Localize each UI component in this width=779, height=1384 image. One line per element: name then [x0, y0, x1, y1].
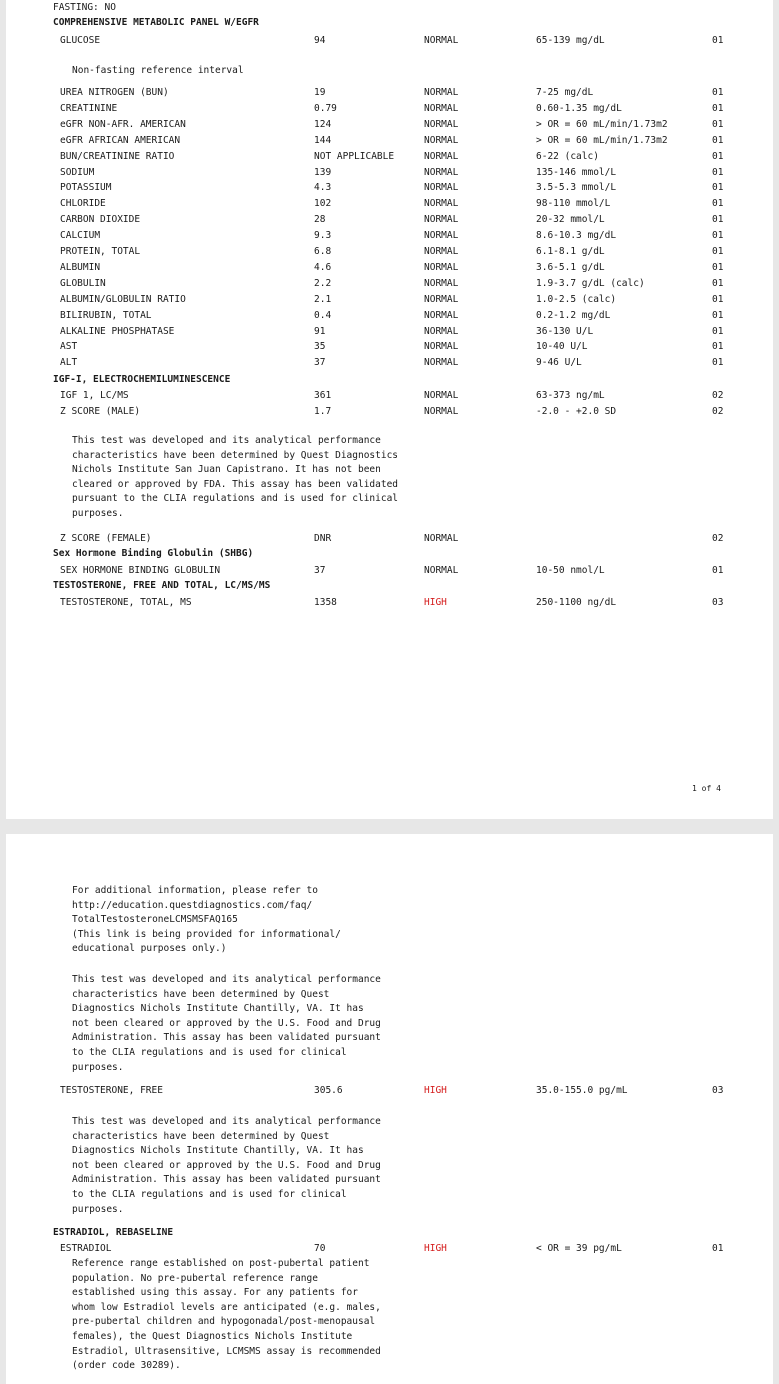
test-name: POTASSIUM [60, 182, 112, 194]
test-name: PROTEIN, TOTAL [60, 246, 141, 257]
igf-disclaimer-note: This test was developed and its analytical performance characteristics have been determined by Quest Diagnostics Nichols Institute San Juan Capistrano. It has not been cleared or approved by FDA. This assay has been validated pursuant to the CLIA regulations and is used for clinical purposes. [72, 435, 399, 519]
test-name: BUN/CREATININE RATIO [60, 150, 175, 162]
test-flag: NORMAL [424, 198, 459, 210]
reference-range: > OR = 60 mL/min/1.73m2 [536, 134, 668, 146]
test-value: 139 [314, 166, 332, 178]
test-name: AST [60, 341, 78, 353]
test-value: 28 [314, 214, 326, 226]
test-flag: NORMAL [424, 102, 459, 114]
lab-code: 02 [712, 533, 724, 544]
lab-code: 01 [712, 102, 724, 114]
test-value: 305.6 [314, 1085, 343, 1096]
reference-range: 20-32 mmol/L [536, 214, 605, 226]
reference-range: 3.6-5.1 g/dL [536, 261, 605, 273]
panel-title-shbg: Sex Hormone Binding Globulin (SHBG) [53, 548, 254, 559]
test-flag-high: HIGH [424, 597, 447, 608]
test-value: 124 [314, 118, 332, 130]
test-name: CREATININE [60, 102, 118, 114]
test-value: 9.3 [314, 230, 332, 242]
test-value: NOT APPLICABLE [314, 150, 395, 162]
test-flag: NORMAL [424, 533, 459, 544]
lab-code: 01 [712, 357, 724, 369]
reference-range: 35.0-155.0 pg/mL [536, 1085, 628, 1096]
test-flag-high: HIGH [424, 1085, 447, 1096]
test-value: 361 [314, 390, 332, 401]
report-page-2 [6, 834, 773, 1384]
lab-code: 01 [712, 118, 724, 130]
lab-code: 01 [712, 293, 724, 305]
test-name: SODIUM [60, 166, 95, 178]
reference-range: > OR = 60 mL/min/1.73m2 [536, 118, 668, 130]
test-value: 1.7 [314, 406, 332, 417]
lab-code: 01 [712, 214, 724, 226]
lab-code: 01 [712, 325, 724, 337]
lab-code: 01 [712, 87, 724, 98]
reference-range: 63-373 ng/mL [536, 390, 605, 401]
reference-range: 65-139 mg/dL [536, 35, 605, 46]
lab-code: 01 [712, 150, 724, 162]
test-value: 4.6 [314, 261, 332, 273]
test-value: 102 [314, 198, 332, 210]
reference-range: 10-40 U/L [536, 341, 588, 353]
estradiol-reference-note: Reference range established on post-pubertal patient population. No pre-pubertal reference range established using this assay. For any patients for whom low Estradiol levels are anticipated (e.g. males, pre-pubertal children and hypogonadal/post-menopausal females), the Quest Diagnostics Nichols Institute Estradiol, Ultrasensitive, LCMSMS assay is recommended (order code 30289). [72, 1258, 381, 1372]
test-name: Z SCORE (MALE) [60, 406, 141, 417]
test-flag: NORMAL [424, 293, 459, 305]
test-value: 1358 [314, 597, 337, 608]
test-value: 91 [314, 325, 326, 337]
lab-code: 01 [712, 309, 724, 321]
test-name: IGF 1, LC/MS [60, 390, 129, 401]
reference-range: 6-22 (calc) [536, 150, 599, 162]
test-value: 2.1 [314, 293, 332, 305]
reference-range: 8.6-10.3 mg/dL [536, 230, 617, 242]
reference-range: 250-1100 ng/dL [536, 597, 617, 608]
chantilly-disclaimer-note: This test was developed and its analytical performance characteristics have been determined by Quest Diagnostics Nichols Institute Chantilly, VA. It has not been cleared or approved by the U.S. Food and Drug Administration. This assay has been validated pursuant to the CLIA regulations and is used for clinical purposes. [72, 974, 381, 1073]
test-flag: NORMAL [424, 246, 459, 257]
test-value: 19 [314, 87, 326, 98]
reference-range: 135-146 mmol/L [536, 166, 617, 178]
panel-title-estradiol: ESTRADIOL, REBASELINE [53, 1227, 174, 1238]
test-name: TESTOSTERONE, FREE [60, 1085, 163, 1096]
test-flag: NORMAL [424, 182, 459, 194]
lab-code: 01 [712, 341, 724, 353]
test-value: 0.4 [314, 309, 332, 321]
test-value: DNR [314, 533, 332, 544]
test-name: ALT [60, 357, 78, 369]
test-value: 4.3 [314, 182, 332, 194]
test-name: GLUCOSE [60, 35, 101, 46]
test-name: CARBON DIOXIDE [60, 214, 141, 226]
reference-range: 36-130 U/L [536, 325, 594, 337]
reference-range: < OR = 39 pg/mL [536, 1243, 622, 1254]
test-value: 6.8 [314, 246, 332, 257]
test-name: CHLORIDE [60, 198, 106, 210]
lab-code: 01 [712, 35, 724, 46]
reference-range: 7-25 mg/dL [536, 87, 594, 98]
test-value: 0.79 [314, 102, 337, 114]
test-flag: NORMAL [424, 87, 459, 98]
test-flag: NORMAL [424, 390, 459, 401]
test-name: SEX HORMONE BINDING GLOBULIN [60, 565, 221, 576]
reference-range: 0.60-1.35 mg/dL [536, 102, 622, 114]
test-name: eGFR AFRICAN AMERICAN [60, 134, 181, 146]
test-flag: NORMAL [424, 134, 459, 146]
reference-range: 0.2-1.2 mg/dL [536, 309, 611, 321]
test-flag: NORMAL [424, 357, 459, 369]
test-name: CALCIUM [60, 230, 101, 242]
test-value: 144 [314, 134, 332, 146]
lab-code: 03 [712, 597, 724, 608]
reference-range: 10-50 nmol/L [536, 565, 605, 576]
reference-range: 98-110 mmol/L [536, 198, 611, 210]
test-flag: NORMAL [424, 309, 459, 321]
test-flag: NORMAL [424, 325, 459, 337]
test-name: UREA NITROGEN (BUN) [60, 87, 169, 98]
test-flag: NORMAL [424, 341, 459, 353]
lab-code: 01 [712, 277, 724, 289]
lab-code: 02 [712, 390, 724, 401]
test-flag: NORMAL [424, 261, 459, 273]
test-value: 35 [314, 341, 326, 353]
reference-range: 9-46 U/L [536, 357, 582, 369]
test-name: GLOBULIN [60, 277, 106, 289]
lab-code: 01 [712, 166, 724, 178]
glucose-note: Non-fasting reference interval [72, 65, 244, 76]
test-flag-high: HIGH [424, 1243, 447, 1254]
lab-code: 01 [712, 230, 724, 242]
lab-code: 01 [712, 1243, 724, 1254]
test-name: TESTOSTERONE, TOTAL, MS [60, 597, 192, 608]
test-flag: NORMAL [424, 565, 459, 576]
reference-range: -2.0 - +2.0 SD [536, 406, 617, 417]
test-name: ALBUMIN/GLOBULIN RATIO [60, 293, 186, 305]
test-flag: NORMAL [424, 230, 459, 242]
test-name: ALKALINE PHOSPHATASE [60, 325, 175, 337]
lab-code: 01 [712, 246, 724, 257]
report-page-1 [6, 0, 773, 819]
lab-code: 01 [712, 261, 724, 273]
chantilly-disclaimer-note-2: This test was developed and its analytical performance characteristics have been determined by Quest Diagnostics Nichols Institute Chantilly, VA. It has not been cleared or approved by the U.S. Food and Drug Administration. This assay has been validated pursuant to the CLIA regulations and is used for clinical purposes. [72, 1116, 381, 1215]
test-flag: NORMAL [424, 150, 459, 162]
test-value: 37 [314, 357, 326, 369]
reference-range: 3.5-5.3 mmol/L [536, 182, 617, 194]
lab-code: 01 [712, 198, 724, 210]
lab-code: 02 [712, 406, 724, 417]
reference-range: 1.0-2.5 (calc) [536, 293, 617, 305]
lab-code: 01 [712, 565, 724, 576]
test-name: ALBUMIN [60, 261, 101, 273]
panel-title-cmp: COMPREHENSIVE METABOLIC PANEL W/EGFR [53, 17, 259, 28]
lab-code: 01 [712, 134, 724, 146]
reference-range: 1.9-3.7 g/dL (calc) [536, 277, 645, 289]
test-flag: NORMAL [424, 214, 459, 226]
reference-range: 6.1-8.1 g/dL [536, 246, 605, 257]
fasting-status: FASTING: NO [53, 2, 116, 13]
test-name: Z SCORE (FEMALE) [60, 533, 152, 544]
test-flag: NORMAL [424, 406, 459, 417]
test-value: 70 [314, 1243, 326, 1254]
test-value: 2.2 [314, 277, 332, 289]
test-value: 94 [314, 35, 326, 46]
test-flag: NORMAL [424, 277, 459, 289]
test-flag: NORMAL [424, 35, 459, 46]
test-name: eGFR NON-AFR. AMERICAN [60, 118, 186, 130]
testosterone-info-note: For additional information, please refer to http://education.questdiagnostics.com/faq/ TotalTestosteroneLCMSMSFAQ165 (This link is being provided for informational/ educational purposes only.) [72, 885, 341, 955]
lab-code: 03 [712, 1085, 724, 1096]
panel-title-testosterone: TESTOSTERONE, FREE AND TOTAL, LC/MS/MS [53, 580, 271, 591]
test-flag: NORMAL [424, 118, 459, 130]
test-name: ESTRADIOL [60, 1243, 112, 1254]
test-flag: NORMAL [424, 166, 459, 178]
test-name: BILIRUBIN, TOTAL [60, 309, 152, 321]
test-value: 37 [314, 565, 326, 576]
lab-code: 01 [712, 182, 724, 194]
panel-title-igf: IGF-I, ELECTROCHEMILUMINESCENCE [53, 374, 231, 385]
page-number: 1 of 4 [692, 784, 721, 793]
